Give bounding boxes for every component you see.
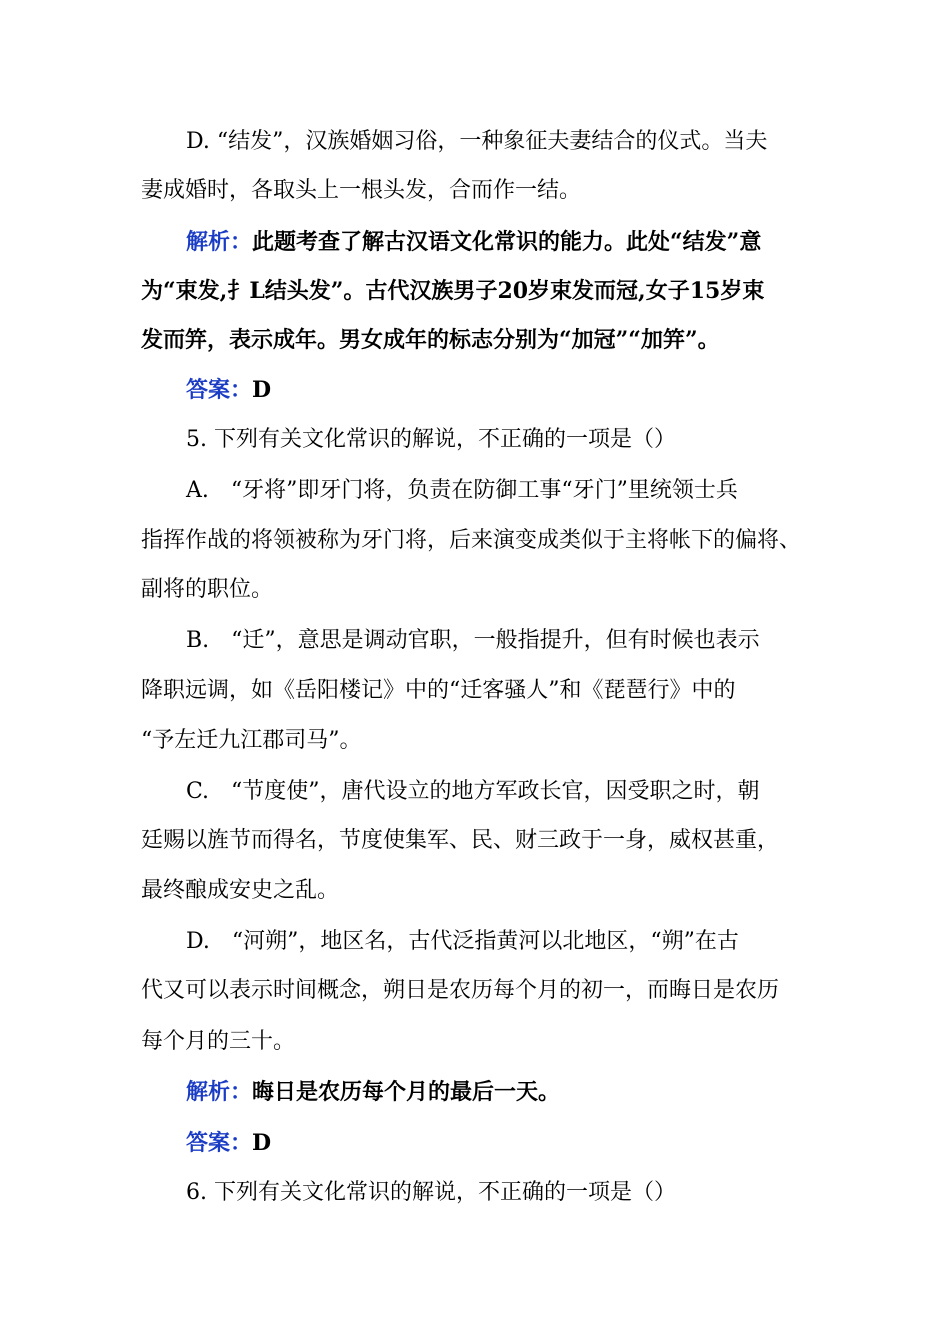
q4-answer-label: 答案：: [186, 377, 253, 403]
q5-analysis-label: 解析：: [186, 1079, 253, 1105]
q5-option-c-line-3: 最终酿成安史之乱。: [141, 878, 340, 903]
q5-option-d-line-1: D. “河朔”，地区名，古代泛指黄河以北地区，“朔”在古: [186, 929, 739, 954]
q5-option-a-line-2: 指挥作战的将领被称为牙门将，后来演变成类似于主将帐下的偏将、: [141, 528, 802, 553]
q5-option-b-line-1: B. “迁”，意思是调动官职，一般指提升，但有时候也表示: [186, 628, 760, 653]
q4-option-d-line-1: D. “结发”，汉族婚姻习俗，一种象征夫妻结合的仪式。当夫: [186, 129, 768, 154]
q5-answer-label: 答案：: [186, 1130, 253, 1156]
q5-option-a-line-3: 副将的职位。: [141, 577, 274, 602]
q4-option-d-line-2: 妻成婚时，各取头上一根头发，合而作一结。: [141, 178, 582, 203]
q4-analysis-line-2: 为“束发,扌L结头发”。古代汉族男子20岁束发而冠,女子15岁束: [141, 278, 765, 304]
q4-analysis-label: 解析：: [186, 229, 253, 255]
q5-analysis: [186, 1077, 560, 1107]
q5-option-c-line-1: C. “节度使”，唐代设立的地方军政长官，因受职之时，朝: [186, 779, 760, 804]
q4-answer-value: D: [252, 377, 272, 403]
q5-answer: [186, 1128, 271, 1158]
q5-option-c-line-2: 廷赐以旌节而得名，节度使集军、民、财三政于一身，威权甚重，: [141, 828, 780, 853]
q4-answer: [186, 375, 271, 405]
q5-option-d-line-3: 每个月的三十。: [141, 1029, 296, 1054]
q5-option-a-line-1: A. “牙将”即牙门将，负责在防御工事“牙门”里统领士兵: [186, 478, 738, 503]
q5-option-b-line-2: 降职远调，如《岳阳楼记》中的“迁客骚人”和《琵琶行》中的: [141, 678, 736, 703]
q4-analysis-line-1: [186, 227, 761, 257]
q5-option-b-line-3: “予左迁九江郡司马”。: [141, 728, 362, 753]
q5-analysis-text: 晦日是农历每个月的最后一天。: [252, 1079, 561, 1105]
q6-stem: 6. 下列有关文化常识的解说，不正确的一项是（）: [186, 1180, 676, 1205]
q5-option-d-line-2: 代又可以表示时间概念，朔日是农历每个月的初一，而晦日是农历: [141, 978, 780, 1003]
q4-analysis-line-3: 发而笄，表示成年。男女成年的标志分别为“加冠”“加笄”。: [141, 327, 720, 353]
q5-answer-value: D: [252, 1130, 272, 1156]
q4-analysis-text-1: 此题考查了解古汉语文化常识的能力。此处“结发”意: [252, 229, 762, 255]
q5-stem: 5. 下列有关文化常识的解说，不正确的一项是（）: [186, 427, 676, 452]
